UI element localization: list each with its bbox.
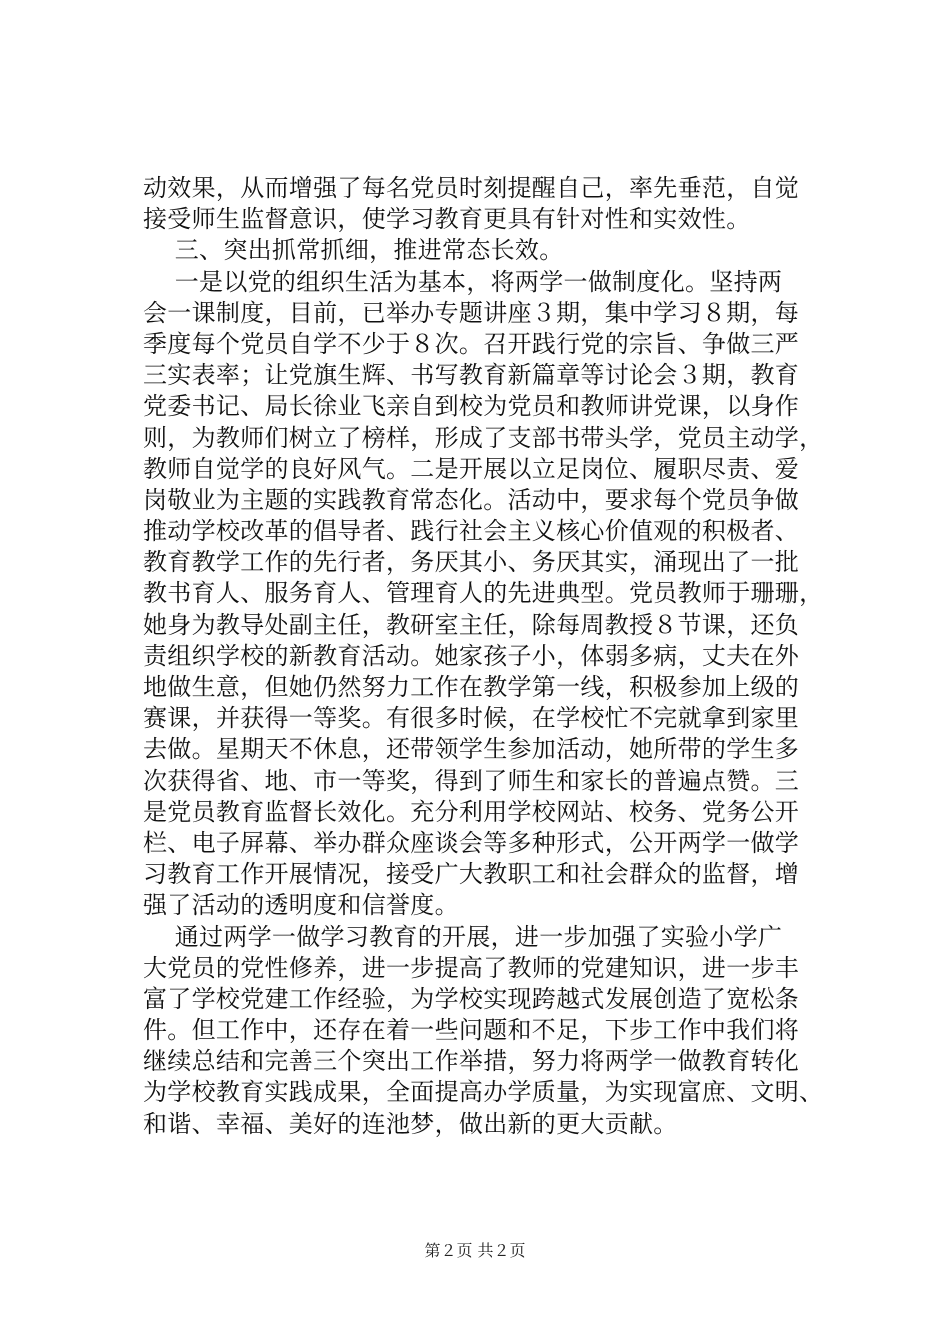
text-line: 三实表率；让党旗生辉、书写教育新篇章等讨论会３期，教育 xyxy=(143,361,800,390)
text-line: 推动学校改革的倡导者、践行社会主义核心价值观的积极者、 xyxy=(143,517,800,546)
text-line: 地做生意，但她仍然努力工作在教学第一线，积极参加上级的 xyxy=(143,673,800,701)
text-line: 动效果，从而增强了每名党员时刻提醒自己，率先垂范，自觉 xyxy=(143,174,800,202)
text-line: 大党员的党性修养，进一步提高了教师的党建知识，进一步丰 xyxy=(143,953,800,982)
text-line: 教师自觉学的良好风气。二是开展以立足岗位、履职尽责、爱 xyxy=(143,454,800,483)
text-line: 她身为教导处副主任，教研室主任，除每周教授８节课，还负 xyxy=(143,610,800,639)
text-line: 次获得省、地、市一等奖，得到了师生和家长的普遍点赞。三 xyxy=(143,766,800,795)
text-line: 和谐、幸福、美好的连池梦，做出新的更大贡献。 xyxy=(143,1109,678,1138)
text-line: 会一课制度，目前，已举办专题讲座３期，集中学习８期，每 xyxy=(143,298,800,327)
text-line: 去做。星期天不休息，还带领学生参加活动，她所带的学生多 xyxy=(143,735,800,764)
section-heading: 三、突出抓常抓细，推进常态长效。 xyxy=(143,236,564,265)
text-line: 岗敬业为主题的实践教育常态化。活动中，要求每个党员争做 xyxy=(143,485,800,514)
text-line: 教育教学工作的先行者，务厌其小、务厌其实，涌现出了一批 xyxy=(143,548,800,577)
page-footer xyxy=(0,1241,950,1261)
text-line: 习教育工作开展情况，接受广大教职工和社会群众的监督，增 xyxy=(143,860,800,889)
text-line: 是党员教育监督长效化。充分利用学校网站、校务、党务公开 xyxy=(143,797,800,826)
text-line: 通过两学一做学习教育的开展，进一步加强了实验小学广 xyxy=(143,922,783,951)
body-text xyxy=(143,173,833,1140)
text-line: 党委书记、局长徐业飞亲自到校为党员和教师讲党课，以身作 xyxy=(143,392,800,421)
text-line: 件。但工作中，还存在着一些问题和不足，下步工作中我们将 xyxy=(143,1016,800,1045)
text-line: 季度每个党员自学不少于８次。召开践行党的宗旨、争做三严 xyxy=(143,329,800,358)
text-line: 赛课，并获得一等奖。有很多时候，在学校忙不完就拿到家里 xyxy=(143,704,800,733)
text-line: 富了学校党建工作经验，为学校实现跨越式发展创造了宽松条 xyxy=(143,984,800,1013)
page-number: 第２页 共２页 xyxy=(424,1241,526,1260)
text-line: 接受师生监督意识，使学习教育更具有针对性和实效性。 xyxy=(143,205,751,234)
text-line: 为学校教育实践成果，全面提高办学质量，为实现富庶、文明、 xyxy=(143,1078,824,1107)
text-line: 责组织学校的新教育活动。她家孩子小，体弱多病，丈夫在外 xyxy=(143,641,800,670)
text-line: 教书育人、服务育人、管理育人的先进典型。党员教师于珊珊， xyxy=(143,579,824,608)
text-line: 继续总结和完善三个突出工作举措，努力将两学一做教育转化 xyxy=(143,1047,800,1076)
text-line: 一是以党的组织生活为基本，将两学一做制度化。坚持两 xyxy=(143,267,783,296)
text-line: 栏、电子屏幕、举办群众座谈会等多种形式，公开两学一做学 xyxy=(143,828,800,857)
text-line: 强了活动的透明度和信誉度。 xyxy=(143,891,459,920)
text-line: 则，为教师们树立了榜样，形成了支部书带头学，党员主动学， xyxy=(143,423,824,452)
